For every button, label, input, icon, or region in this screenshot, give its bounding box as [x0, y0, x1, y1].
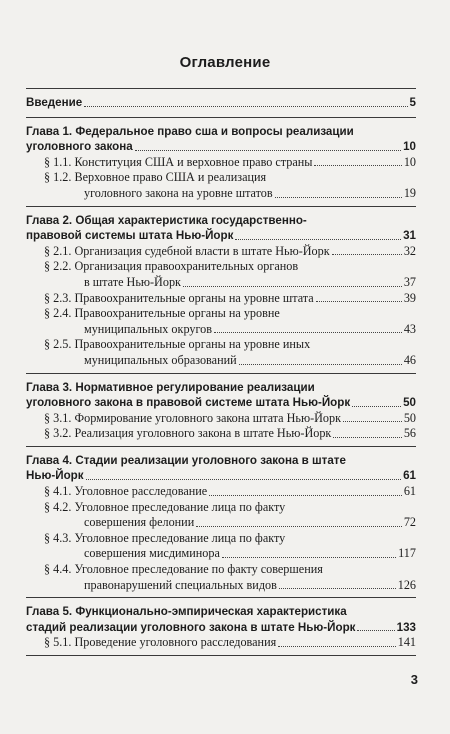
toc-chapter-heading-cont — [26, 139, 416, 155]
toc-page-number: 39 — [403, 290, 416, 305]
toc-chapter-heading — [26, 604, 416, 620]
toc-subentry-cont — [26, 353, 416, 369]
toc-page-number: 37 — [403, 274, 416, 289]
dot-leader — [86, 479, 402, 480]
toc-entry-label: Глава 4. Стадии реализации уголовного закона в штате — [26, 453, 346, 467]
toc-entry-label: Введение — [26, 96, 83, 109]
dot-leader — [84, 106, 407, 107]
toc-entry-label: § 4.1. Уголовное расследование — [44, 484, 208, 499]
toc-chapter-heading — [26, 380, 416, 396]
toc-chapter-heading — [26, 124, 416, 140]
toc-subentry — [26, 531, 416, 547]
toc-entry-label: § 3.1. Формирование уголовного закона штата Нью-Йорк — [44, 410, 342, 425]
toc-entry-label: муниципальных образований — [84, 352, 237, 367]
toc-page-number: 56 — [403, 426, 416, 441]
dot-leader — [235, 239, 401, 240]
toc-page-number: 141 — [397, 635, 416, 650]
toc-subentry-cont — [26, 186, 416, 202]
toc-entry-label: § 2.1. Организация судебной власти в штате Нью-Йорк — [44, 243, 330, 258]
dot-leader — [214, 332, 402, 333]
page-number: 3 — [410, 672, 418, 687]
toc-entry-intro — [26, 95, 416, 111]
dot-leader — [135, 150, 401, 151]
toc-subentry-cont — [26, 515, 416, 531]
toc-entry-label: Нью-Йорк — [26, 469, 84, 483]
toc-entry-label: уголовного закона в правовой системе штата Нью-Йорк — [26, 396, 351, 410]
dot-leader — [333, 437, 401, 438]
dot-leader — [332, 254, 402, 255]
toc-page-number: 133 — [396, 620, 416, 634]
toc-chapter-heading-cont — [26, 228, 416, 244]
toc-subentry — [26, 411, 416, 427]
toc-page-number: 117 — [398, 546, 416, 561]
toc-subentry-cont — [26, 578, 416, 594]
toc-page-number: 50 — [403, 410, 416, 425]
toc-subentry — [26, 635, 416, 651]
dot-leader — [239, 364, 402, 365]
toc-page-number: 32 — [403, 243, 416, 258]
toc-chapter-2 — [26, 207, 416, 373]
toc-entry-label: § 2.5. Правоохранительные органы на уровне иных — [44, 337, 311, 352]
toc-subentry — [26, 291, 416, 307]
toc-page-number: 126 — [397, 577, 416, 592]
dot-leader — [209, 495, 402, 496]
toc-page-number: 46 — [403, 352, 416, 367]
toc-entry-label: совершения фелонии — [84, 515, 195, 530]
toc-subentry — [26, 170, 416, 186]
toc-page-number: 61 — [403, 484, 416, 499]
page-title: Оглавление — [179, 54, 271, 71]
toc-chapter-heading-cont — [26, 620, 416, 636]
toc-subentry — [26, 426, 416, 442]
toc-entry-label: муниципальных округов — [84, 321, 213, 336]
toc-entry-label: § 4.4. Уголовное преследование по факту совершения — [44, 562, 323, 577]
dot-leader — [196, 526, 402, 527]
divider — [26, 655, 416, 656]
toc-entry-label: § 5.1. Проведение уголовного расследования — [44, 635, 277, 650]
toc-entry-label: уголовного закона — [26, 140, 133, 154]
toc-subentry-cont — [26, 546, 416, 562]
toc-subentry — [26, 337, 416, 353]
dot-leader — [316, 301, 402, 302]
toc-subentry-cont — [26, 275, 416, 291]
toc-entry-label: в штате Нью-Йорк — [84, 274, 181, 289]
toc-entry-label: § 2.3. Правоохранительные органы на уровне штата — [44, 290, 314, 305]
toc-page-number: 50 — [403, 396, 416, 410]
toc-page-number: 10 — [403, 140, 416, 154]
toc-entry-label: Глава 5. Функционально-эмпирическая характеристика — [26, 605, 347, 619]
toc-entry-label: стадий реализации уголовного закона в штате Нью-Йорк — [26, 620, 356, 634]
toc-entry-label: § 1.1. Конституция США и верховное право страны — [44, 154, 313, 169]
toc-subentry — [26, 155, 416, 171]
toc-subentry — [26, 244, 416, 260]
toc-subentry-cont — [26, 322, 416, 338]
toc-entry-label: § 2.4. Правоохранительные органы на уровне — [44, 306, 280, 321]
dot-leader — [357, 630, 394, 631]
toc-subentry — [26, 259, 416, 275]
toc-chapter-4 — [26, 447, 416, 597]
toc-page-number: 61 — [403, 469, 416, 483]
dot-leader — [343, 421, 402, 422]
dot-leader — [183, 286, 402, 287]
toc-entry-label: правовой системы штата Нью-Йорк — [26, 229, 234, 243]
dot-leader — [222, 557, 396, 558]
toc-chapter-heading-cont — [26, 468, 416, 484]
toc-chapter-heading-cont — [26, 395, 416, 411]
toc-chapter-1 — [26, 118, 416, 206]
toc-subentry — [26, 500, 416, 516]
toc-page-number: 43 — [403, 321, 416, 336]
toc-entry-label: Глава 2. Общая характеристика государственно- — [26, 213, 307, 227]
toc-page-number: 19 — [403, 185, 416, 200]
toc-chapter-5 — [26, 598, 416, 655]
dot-leader — [314, 165, 401, 166]
dot-leader — [352, 406, 401, 407]
toc-entry-label: Глава 1. Федеральное право сша и вопросы реализации — [26, 124, 354, 138]
toc-entry-label: уголовного закона на уровне штатов — [84, 185, 273, 200]
dot-leader — [275, 197, 402, 198]
toc-entry-label: § 4.3. Уголовное преследование лица по факту — [44, 530, 286, 545]
toc-page-number: 5 — [409, 96, 416, 109]
toc-entry-label: § 3.2. Реализация уголовного закона в штате Нью-Йорк — [44, 426, 332, 441]
toc-subentry — [26, 562, 416, 578]
dot-leader — [278, 646, 396, 647]
dot-leader — [279, 588, 396, 589]
toc-chapter-3 — [26, 374, 416, 446]
toc-subentry — [26, 306, 416, 322]
toc-entry-label: § 4.2. Уголовное преследование лица по факту — [44, 499, 286, 514]
toc-page-number: 31 — [403, 229, 416, 243]
toc-subentry — [26, 484, 416, 500]
toc-page-number: 10 — [403, 154, 416, 169]
toc-page-number: 72 — [403, 515, 416, 530]
toc-chapter-heading — [26, 453, 416, 469]
toc-intro — [26, 89, 416, 117]
toc-entry-label: § 1.2. Верховное право США и реализация — [44, 170, 267, 185]
toc-entry-label: Глава 3. Нормативное регулирование реализации — [26, 380, 315, 394]
toc-entry-label: совершения мисдиминора — [84, 546, 220, 561]
toc-entry-label: § 2.2. Организация правоохранительных органов — [44, 259, 299, 274]
toc-chapter-heading — [26, 213, 416, 229]
toc-entry-label: правонарушений специальных видов — [84, 577, 277, 592]
table-of-contents — [26, 88, 416, 656]
